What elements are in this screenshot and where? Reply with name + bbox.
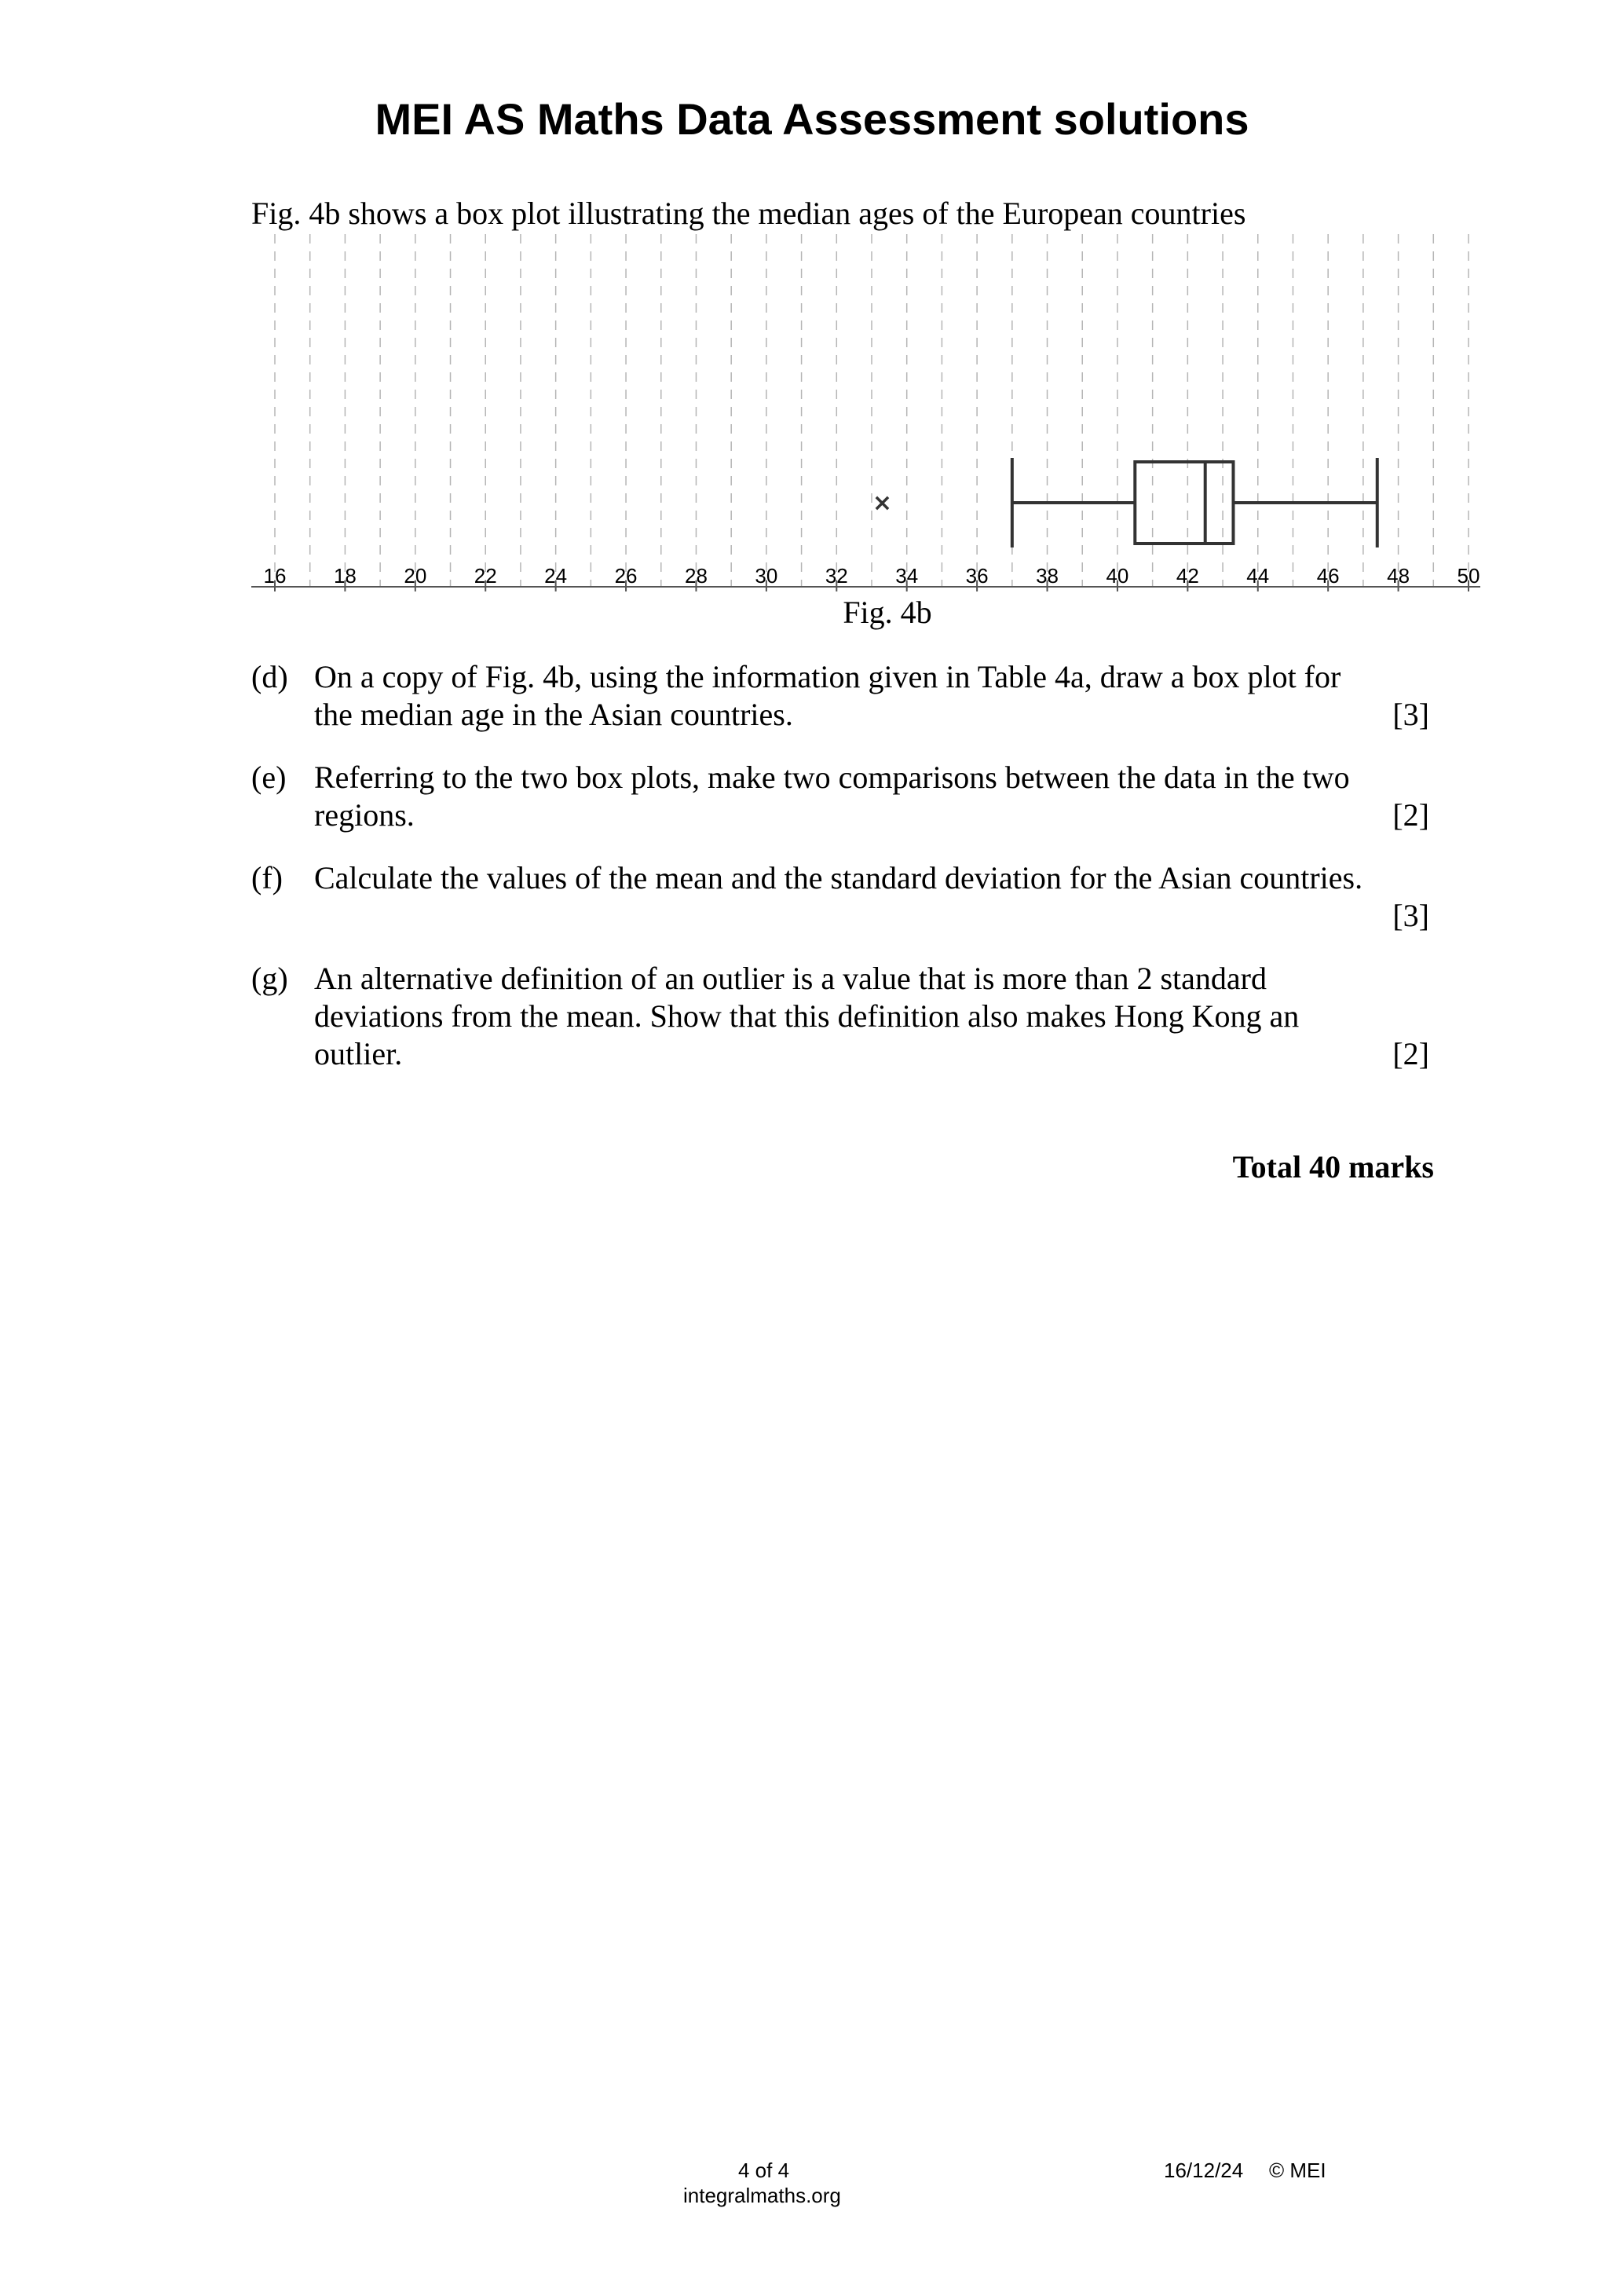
question-line: An alternative definition of an outlier is a value that is more than 2 standard <box>314 961 1267 996</box>
question-marks: [3] <box>1392 697 1429 732</box>
tick-label: 34 <box>895 564 919 588</box>
outlier-marker: × <box>872 489 892 517</box>
question-marks: [2] <box>1392 797 1429 833</box>
question-line: the median age in the Asian countries. <box>314 697 793 732</box>
tick-label: 36 <box>965 564 989 588</box>
question-line: outlier. <box>314 1036 403 1071</box>
footer-page-number: 4 of 4 <box>738 2159 790 2182</box>
iqr-box <box>1135 462 1233 544</box>
tick-label: 32 <box>825 564 848 588</box>
question-e <box>251 759 1429 834</box>
page-title: MEI AS Maths Data Assessment solutions <box>375 94 1249 144</box>
question-line: On a copy of Fig. 4b, using the information given in Table 4a, draw a box plot for <box>314 659 1341 694</box>
intro-text: Fig. 4b shows a box plot illustrating the median ages of the European countries <box>251 196 1246 231</box>
tick-label: 42 <box>1176 564 1199 588</box>
question-line: Calculate the values of the mean and the standard deviation for the Asian countries. <box>314 860 1363 895</box>
question-f <box>251 859 1429 933</box>
question-line: Referring to the two box plots, make two comparisons between the data in the two <box>314 760 1350 795</box>
tick-label: 20 <box>404 564 427 588</box>
tick-label: 22 <box>474 564 497 588</box>
box-plot-chart <box>243 228 1500 597</box>
question-label: (e) <box>251 760 287 795</box>
question-line: deviations from the mean. Show that this definition also makes Hong Kong an <box>314 998 1300 1034</box>
tick-label: 38 <box>1036 564 1059 588</box>
tick-label: 18 <box>333 564 357 588</box>
total-marks: Total 40 marks <box>1232 1149 1434 1185</box>
figure-caption: Fig. 4b <box>843 595 932 630</box>
tick-label: 26 <box>614 564 638 588</box>
question-d <box>251 658 1429 734</box>
tick-label: 24 <box>544 564 568 588</box>
question-marks: [3] <box>1392 898 1429 933</box>
footer-copyright: © MEI <box>1269 2159 1326 2182</box>
tick-label: 48 <box>1387 564 1410 588</box>
question-g <box>251 960 1429 1073</box>
question-label: (g) <box>251 961 288 996</box>
question-label: (d) <box>251 659 288 694</box>
tick-label: 40 <box>1106 564 1129 588</box>
tick-label: 28 <box>685 564 708 588</box>
tick-label: 44 <box>1246 564 1270 588</box>
tick-label: 16 <box>263 564 287 588</box>
tick-label: 50 <box>1457 564 1480 588</box>
tick-label: 30 <box>755 564 778 588</box>
question-label: (f) <box>251 860 283 895</box>
footer-site: integralmaths.org <box>683 2184 841 2207</box>
question-line: regions. <box>314 797 415 833</box>
tick-label: 46 <box>1316 564 1340 588</box>
footer-date: 16/12/24 <box>1164 2159 1244 2182</box>
question-marks: [2] <box>1392 1036 1429 1071</box>
